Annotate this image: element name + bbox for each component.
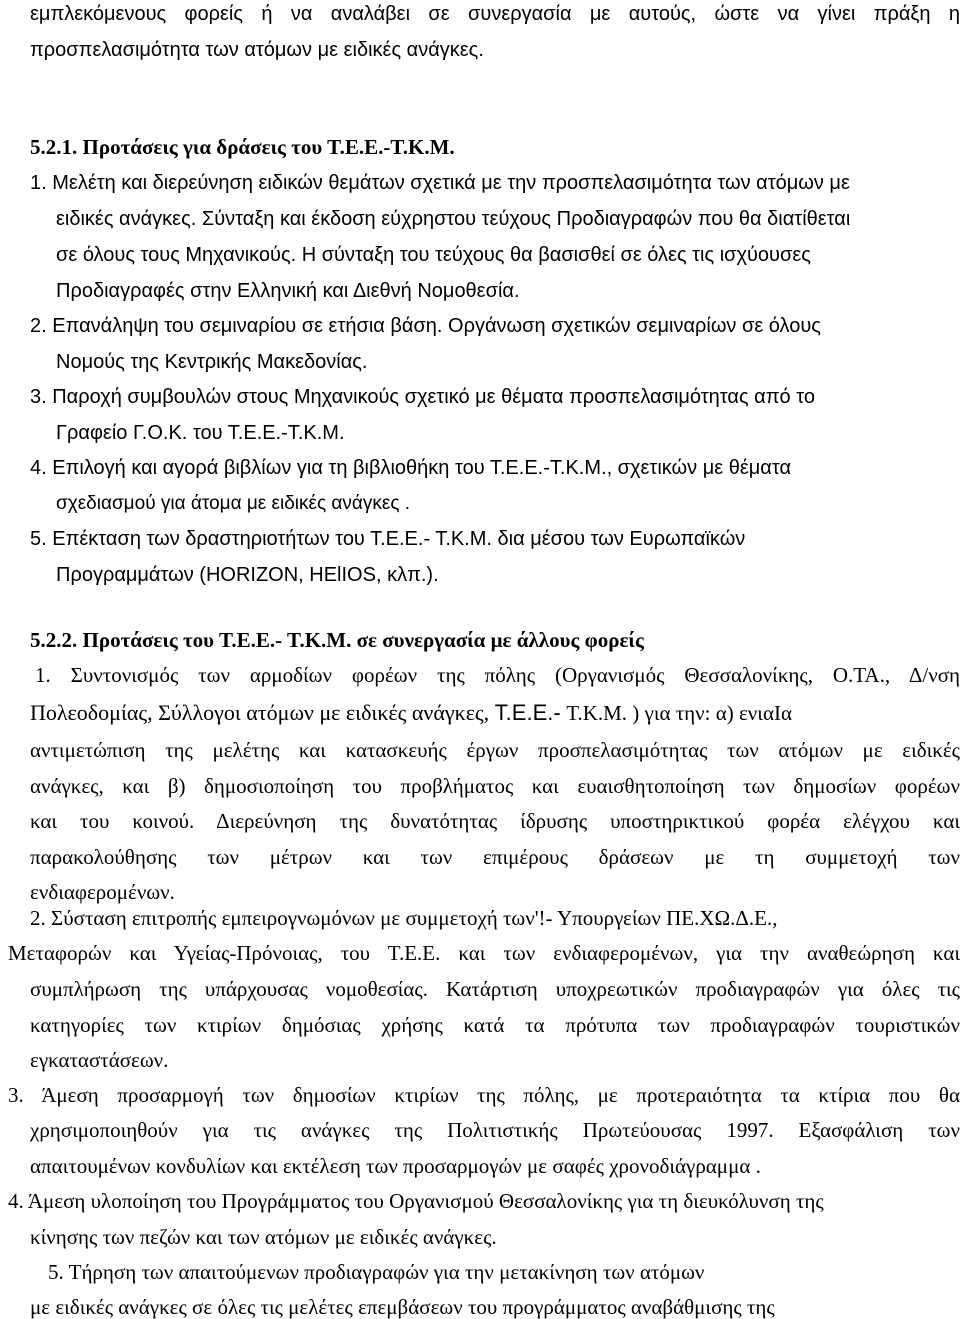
s522-item3-line1: 3. Άμεση προσαρμογή των δημοσίων κτιρίων της πόλης, με προτεραιότητα τα κτίρια που θα: [8, 1083, 960, 1107]
section-521-heading: 5.2.1. Προτάσεις για δράσεις του Τ.Ε.Ε.-Τ.Κ.Μ.: [30, 135, 455, 159]
s521-item4-line1: 4. Επιλογή και αγορά βιβλίων για τη βιβλιοθήκη του Τ.Ε.Ε.-Τ.Κ.Μ., σχετικών με θέματα: [30, 457, 792, 479]
s521-item1-line2: ειδικές ανάγκες. Σύνταξη και έκδοση εύχρηστου τεύχους Προδιαγραφών που θα διατίθεται: [56, 208, 851, 230]
intro-line-1: εμπλεκόμενους φορείς ή να αναλάβει σε συνεργασία με αυτούς, ώστε να γίνει πράξη η: [30, 3, 960, 25]
s521-item2-line2: Νομούς της Κεντρικής Μακεδονίας.: [56, 351, 368, 373]
s521-item5-line1: 5. Επέκταση των δραστηριοτήτων του Τ.Ε.Ε.- Τ.Κ.Μ. δια μέσου των Ευρωπαϊκών: [30, 528, 746, 550]
s522-item1-line2-part3: Τ.Κ.Μ. ) για την: α) ενιαΙα: [566, 701, 792, 725]
s522-item1-line4: ανάγκες, και β) δημοσιοποίηση του προβλήματος και ευαισθητοποίηση των δημοσίων φορέων: [30, 774, 960, 798]
s522-item1-line2-part1: Πολεοδομίας, Σύλλογοι ατόμων με ειδικές ανάγκες,: [30, 700, 490, 725]
intro-line-2: προσπελασιμότητα των ατόμων με ειδικές ανάγκες.: [30, 39, 484, 61]
s522-item3-line2: χρησιμοποιηθούν για τις ανάγκες της Πολιτιστικής Πρωτεύουσας 1997. Εξασφάλιση των: [30, 1118, 960, 1142]
s522-item4-line2: κίνησης των πεζών και των ατόμων με ειδικές ανάγκες.: [30, 1225, 497, 1249]
s522-item5-line2: με ειδικές ανάγκες σε όλες τις μελέτες επεμβάσεων του προγράμματος αναβάθμισης της: [30, 1295, 775, 1319]
s522-item1-line3: αντιμετώπιση της μελέτης και κατασκευής έργων προσπελασιμότητας των ατόμων με ειδικές: [30, 738, 960, 762]
s522-item1-line6: παρακολούθησης των μέτρων και των επιμέρους δράσεων με τη συμμετοχή των: [30, 845, 960, 869]
s522-item5-line1: 5. Τήρηση των απαιτούμενων προδιαγραφών για την μετακίνηση των ατόμων: [48, 1260, 705, 1284]
s522-item1-line2: [30, 702, 792, 724]
s522-item2-line3: συμπλήρωση της υπάρχουσας νομοθεσίας. Κατάρτιση υποχρεωτικών προδιαγραφών για όλες τις: [30, 977, 960, 1001]
s522-item1-line2-part2: Τ.Ε.Ε.-: [494, 700, 561, 725]
s521-item4-line2: σχεδιασμού για άτομα με ειδικές ανάγκες .: [56, 493, 411, 514]
s521-item5-line2: Προγραμμάτων (HORIZON, HElIOS, κλπ.).: [56, 564, 439, 586]
s521-item3-line1: 3. Παροχή συμβουλών στους Μηχανικούς σχετικό με θέματα προσπελασιμότητας από το: [30, 386, 815, 408]
s522-item3-line3: απαιτουμένων κονδυλίων και εκτέλεση των προσαρμογών με σαφές χρονοδιάγραμμα .: [30, 1154, 761, 1178]
s521-item1-line3: σε όλους τους Μηχανικούς. Η σύνταξη του τεύχους θα βασισθεί σε όλες τις ισχύουσες: [56, 244, 811, 266]
s521-item1-line1: 1. Μελέτη και διερεύνηση ειδικών θεμάτων σχετικά με την προσπελασιμότητα των ατόμων με: [30, 172, 850, 194]
section-522-heading: 5.2.2. Προτάσεις του Τ.Ε.Ε.- Τ.Κ.Μ. σε συνεργασία με άλλους φορείς: [30, 628, 644, 652]
s522-item1-line5: και του κοινού. Διερεύνηση της δυνατότητας ίδρυσης υποστηρικτικού φορέα ελέγχου και: [30, 809, 960, 833]
s522-item1-line7: ενδιαφερομένων.: [30, 880, 175, 904]
s521-item3-line2: Γραφείο Γ.Ο.Κ. του Τ.Ε.Ε.-Τ.Κ.Μ.: [56, 422, 345, 444]
s522-item2-line5: εγκαταστάσεων.: [30, 1048, 169, 1072]
s522-item1-line1: 1. Συντονισμός των αρμοδίων φορέων της πόλης (Οργανισμός Θεσσαλονίκης, Ο.ΤΑ., Δ/νση: [35, 663, 960, 687]
s522-item2-line2: Μεταφορών και Υγείας-Πρόνοιας, του Τ.Ε.Ε. και των ενδιαφερομένων, για την αναθεώρηση και: [8, 941, 960, 965]
s521-item1-line4: Προδιαγραφές στην Ελληνική και Διεθνή Νομοθεσία.: [56, 280, 520, 302]
s521-item2-line1: 2. Επανάληψη του σεμιναρίου σε ετήσια βάση. Οργάνωση σχετικών σεμιναρίων σε όλους: [30, 315, 821, 337]
s522-item2-line1: 2. Σύσταση επιτροπής εμπειρογνωμόνων με συμμετοχή των'!- Υπουργείων ΠΕ.ΧΩ.Δ.Ε.,: [30, 906, 778, 930]
s522-item2-line4: κατηγορίες των κτιρίων δημόσιας χρήσης κατά τα πρότυπα των προδιαγραφών τουριστικών: [30, 1013, 960, 1037]
s522-item4-line1: 4. Άμεση υλοποίηση του Προγράμματος του Οργανισμού Θεσσαλονίκης για τη διευκόλυνση της: [8, 1189, 824, 1213]
